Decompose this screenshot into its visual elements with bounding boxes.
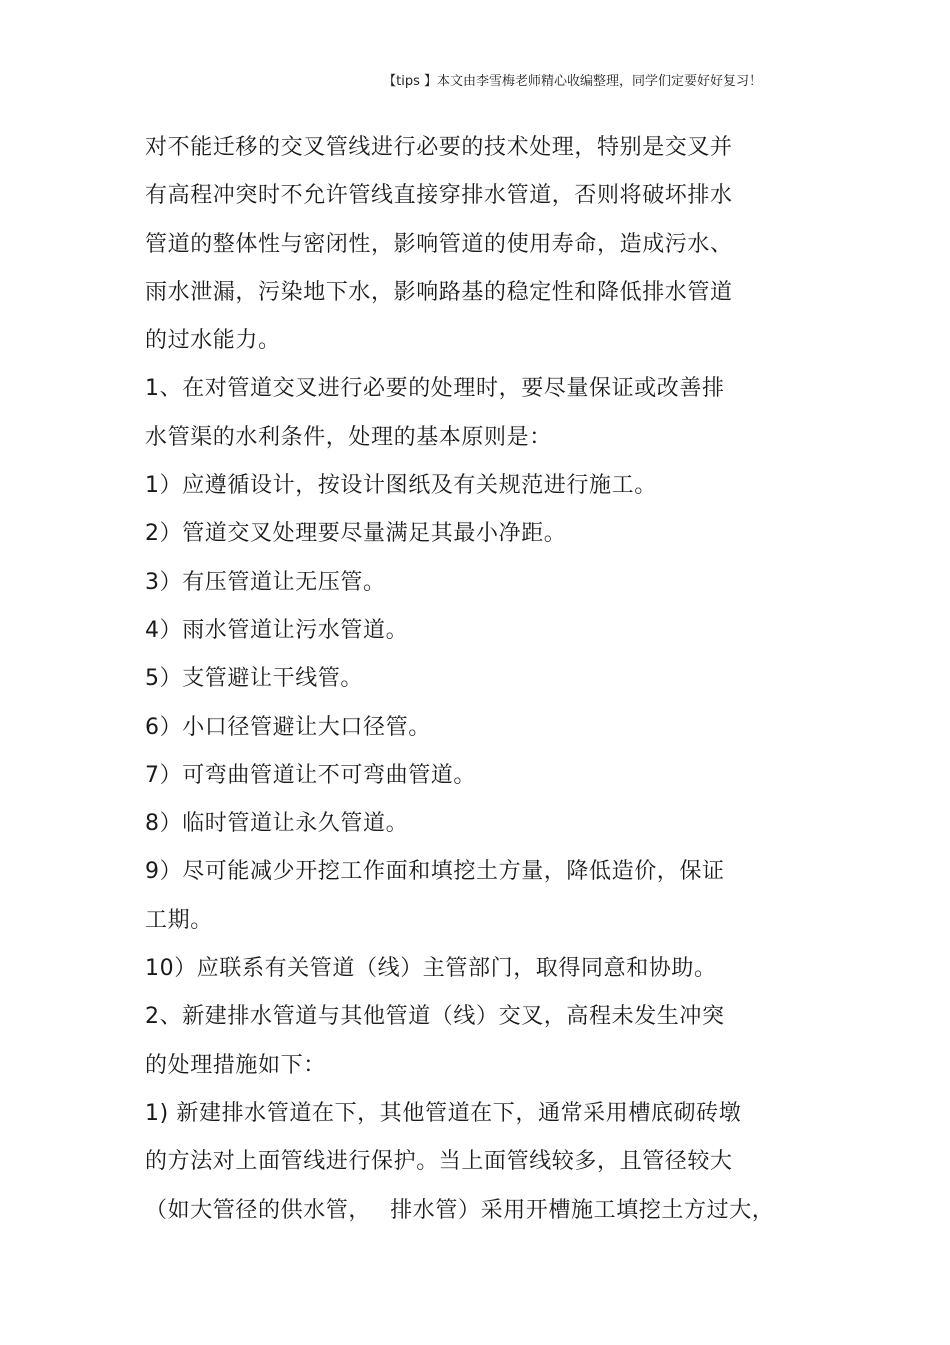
list-item: 10）应联系有关管道（线）主管部门，取得同意和协助。 — [145, 956, 717, 982]
text-line: 2、新建排水管道与其他管道（线）交叉，高程未发生冲突 — [145, 1004, 725, 1030]
list-item: 7）可弯曲管道让不可弯曲管道。 — [145, 762, 476, 788]
text-line: 管道的整体性与密闭性，影响管道的使用寿命，造成污水、 — [145, 231, 733, 257]
text-line: 的处理措施如下： — [145, 1052, 326, 1078]
text-line: 有高程冲突时不允许管线直接穿排水管道，否则将破坏排水 — [145, 183, 733, 209]
text-line: 对不能迁移的交叉管线进行必要的技术处理，特别是交叉并 — [145, 135, 733, 160]
text-line: 工期。 — [145, 907, 213, 933]
list-item: 6）小口径管避让大口径管。 — [145, 714, 431, 740]
list-item: 8）临时管道让永久管道。 — [145, 811, 409, 837]
list-item: 4）雨水管道让污水管道。 — [145, 617, 409, 643]
text-line: 的过水能力。 — [145, 328, 281, 354]
text-line: 的方法对上面管线进行保护。当上面管线较多，且管径较大 — [145, 1149, 733, 1175]
header-tip: 【tips 】本文由李雪梅老师精心收编整理，同学们定要好好复习！ — [383, 74, 762, 89]
list-item: 5）支管避让干线管。 — [145, 666, 363, 692]
list-item: 3）有压管道让无压管。 — [145, 569, 386, 595]
text-line: （如大管径的供水管， 排水管）采用开槽施工填挖土方过大， — [145, 1197, 775, 1223]
text-line: 水管渠的水利条件，处理的基本原则是： — [145, 424, 552, 450]
list-item: 2）管道交叉处理要尽量满足其最小净距。 — [145, 521, 567, 547]
text-line: 雨水泄漏，污染地下水，影响路基的稳定性和降低排水管道 — [145, 279, 733, 305]
text-line: 1、在对管道交叉进行必要的处理时，要尽量保证或改善排 — [145, 376, 725, 402]
document-body — [145, 124, 785, 1235]
list-item: 1）应遵循设计，按设计图纸及有关规范进行施工。 — [145, 473, 657, 499]
list-item: 9）尽可能减少开挖工作面和填挖土方量，降低造价，保证 — [145, 859, 725, 885]
list-item: 1) 新建排水管道在下，其他管道在下，通常采用槽底砌砖墩 — [145, 1100, 742, 1126]
